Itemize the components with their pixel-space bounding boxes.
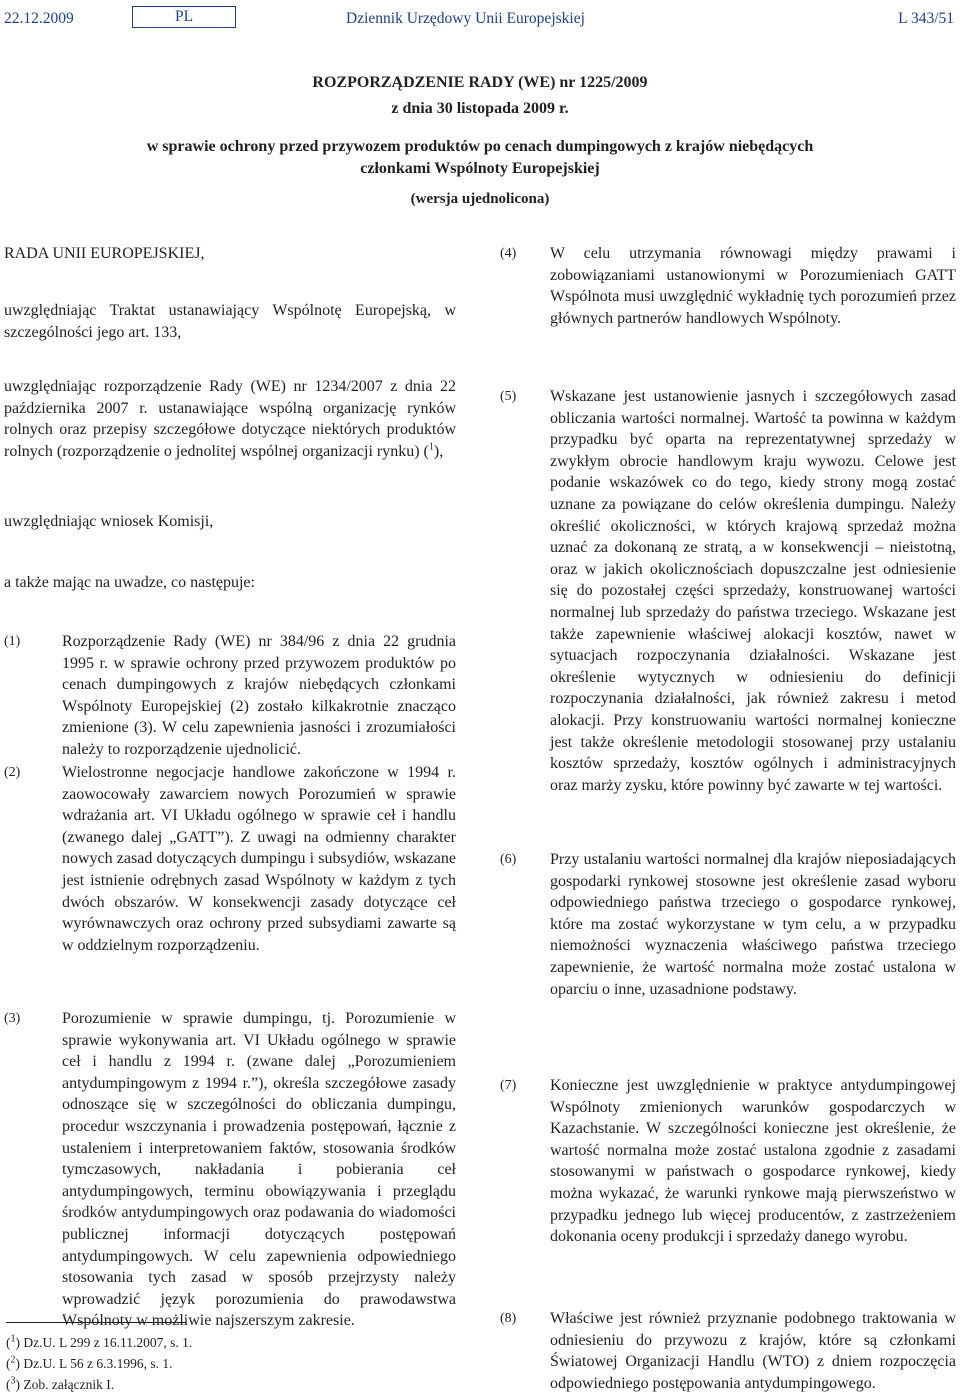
recital-7 <box>500 1075 956 1248</box>
footnote-separator <box>6 1322 186 1323</box>
language-badge: PL <box>132 6 236 28</box>
footnote-number: 3 <box>10 1375 16 1387</box>
recital-number: (1) <box>4 634 21 649</box>
journal-title: Dziennik Urzędowy Unii Europejskiej <box>346 10 585 27</box>
recital-number: (8) <box>500 1311 517 1326</box>
whereas-heading: a także mając na uwadze, co następuje: <box>4 574 255 591</box>
consolidated-version-note: (wersja ujednolicona) <box>410 191 550 207</box>
recital-3 <box>4 1008 456 1332</box>
citation-regulation-end: ), <box>433 442 444 460</box>
recital-8 <box>500 1308 956 1394</box>
regulation-date: z dnia 30 listopada 2009 r. <box>391 100 569 117</box>
footnote-number: 2 <box>10 1354 16 1366</box>
recital-5 <box>500 386 956 796</box>
recital-number: (5) <box>500 389 517 404</box>
regulation-subject-line2: członkami Wspólnoty Europejskiej <box>360 160 600 177</box>
citation-proposal: uwzględniając wniosek Komisji, <box>4 513 214 530</box>
recital-number: (6) <box>500 852 517 867</box>
recital-4 <box>500 243 956 329</box>
footnote-ref: 1 <box>428 441 434 453</box>
journal-reference: L 343/51 <box>898 10 954 27</box>
publication-date: 22.12.2009 <box>4 10 74 27</box>
footnote-text: Dz.U. L 299 z 16.11.2007, s. 1. <box>23 1335 193 1350</box>
recital-1 <box>4 631 456 761</box>
recital-2 <box>4 762 456 956</box>
citation-regulation-text: uwzględniając rozporządzenie Rady (WE) nr 1234/2007 z dnia 22 października 2007 r. ustanawiające wspólną organizację rynków rolnych oraz przepisy szczegółowe dotyczące niektórych produktów rolnych (rozporządzenie o jednolitej wspólnej organizacji rynku) ( <box>4 378 456 460</box>
recital-number: (2) <box>4 765 21 780</box>
recital-text: Konieczne jest uwzględnienie w praktyce antydumpingowej Wspólnoty zmienionych warunków gospodarczych w Kazachstanie. W szczególności konieczne jest określenie, że wartość normalna może zostać ustalona zgodnie z zasadami stosowanymi w państwach o gospodarce rynkowej, kiedy można wykazać, że warunki rynkowe mają pierwszeństwo w przypadku jednego lub więcej producentów, z zastrzeżeniem dokonania oceny produkcji i sprzedaży danego wyrobu. <box>550 1077 956 1246</box>
regulation-title: ROZPORZĄDZENIE RADY (WE) nr 1225/2009 <box>312 74 648 91</box>
footnote-number: 1 <box>10 1333 16 1345</box>
recital-text: Wskazane jest ustanowienie jasnych i szczegółowych zasad obliczania wartości normalnej. Wartość ta powinna w każdym przypadku być oparta na reprezentatywnej sprzedaży w zwykłym obrocie handlowym kraju wywozu. Celowe jest podanie wskazówek co do tego, kiedy strony mogą zostać uznane za powiązane do celów określenia dumpingu. Należy określić okoliczności, w których krajową sprzedaż można uznać za dokonaną ze stratą, a w konsekwencji – nieistotną, oraz w jakich okolicznościach dopuszczalne jest odniesienie się do pozostałej części sprzedaży, konstruowanej wartości normalnej lub sprzedaży do państwa trzeciego. Wskazane jest także zapewnienie właściwej alokacji kosztów, nawet w sytuacjach rozpoczynania działalności. Wskazane jest określenie wytycznych w odniesieniu do definicji rozpoczynania działalności, jak również zakresu i metod alokacji. Przy konstruowaniu wartości normalnej konieczne jest także określenie metodologii stosowanej przy ustalaniu kosztów sprzedaży, kosztów ogólnych i administracyjnych oraz marży zysku, które powinny być zawarte w tej wartości. <box>550 388 956 794</box>
recital-text: Właściwe jest również przyznanie podobnego traktowania w odniesieniu do przywozu z krajów, które są członkami Światowej Organizacji Handlu (WTO) z dniem rozpoczęcia odpowiedniego postępowania antydumpingowego. <box>550 1310 956 1392</box>
citation-regulation <box>4 376 456 462</box>
footnote-text: Dz.U. L 56 z 6.3.1996, s. 1. <box>23 1356 173 1371</box>
footnote-3: ($^3$) Zob. załącznik I. <box>6 1375 115 1392</box>
regulation-subject-line1: w sprawie ochrony przed przywozem produktów po cenach dumpingowych z krajów niebędących <box>146 138 814 155</box>
recital-text: W celu utrzymania równowagi między prawami i zobowiązaniami ustanowionymi w Porozumieniach GATT Wspólnota musi uwzględnić wykładnię tych porozumień przez głównych partnerów handlowych Wspólnoty. <box>550 245 956 327</box>
footnote-text: Zob. załącznik I. <box>23 1377 115 1392</box>
recital-text: Wielostronne negocjacje handlowe zakończone w 1994 r. zaowocowały zawarciem nowych Porozumień w sprawie wdrażania art. VI Układu ogólnego w sprawie ceł i handlu (zwanego dalej „GATT”). Z uwagi na odmienny charakter nowych zasad dotyczących dumpingu i subsydiów, wskazane jest istnienie odrębnych zasad Wspólnoty w każdym z tych dwóch obszarów. W konsekwencji zasady dotyczące ceł wyrównawczych oraz ochrony przed subsydiami zawarte są w oddzielnym rozporządzeniu. <box>62 764 456 954</box>
footnote-2: ($^2$) Dz.U. L 56 z 6.3.1996, s. 1. <box>6 1354 173 1371</box>
recital-text: Przy ustalaniu wartości normalnej dla krajów nieposiadających gospodarki rynkowej stosowne jest określenie zasad wyboru odpowiedniego państwa trzeciego o gospodarce rynkowej, które ma zostać wykorzystane w tym celu, a w przypadku niemożności wyznaczenia właściwego państwa trzeciego zapewnienie, że wartość normalna może zostać ustalona w oparciu o inne, uzasadnione podstawy. <box>550 851 956 998</box>
recital-number: (7) <box>500 1078 517 1093</box>
recital-text: Porozumienie w sprawie dumpingu, tj. Porozumienie w sprawie wykonywania art. VI Układu ogólnego w sprawie ceł i handlu z 1994 r. (zwane dalej „Porozumieniem antydumpingowym z 1994 r.”), określa szczegółowe zasady odnoszące się w szczególności do obliczania dumpingu, procedur wszczynania i prowadzenia postępowań, łącznie z ustaleniem i interpretowaniem faktów, stosowania środków tymczasowych, nakładania i pobierania ceł antydumpingowych, terminu obowiązywania i przeglądu środków antydumpingowych oraz podawania do wiadomości publicznej informacji dotyczących postępowań antydumpingowych. W celu zapewnienia odpowiedniego stosowania tych zasad w sposób przejrzysty należy wprowadzić język porozumienia do prawodawstwa Wspólnoty w możliwie najszerszym zakresie. <box>62 1010 456 1330</box>
citation-treaty: uwzględniając Traktat ustanawiający Wspólnotę Europejską, w szczególności jego art. 133, <box>4 302 456 341</box>
recital-number: (3) <box>4 1011 21 1026</box>
recital-text: Rozporządzenie Rady (WE) nr 384/96 z dnia 22 grudnia 1995 r. w sprawie ochrony przed przywozem produktów po cenach dumpingowych z krajów niebędących członkami Wspólnoty Europejskiej (2) zostało kilkakrotnie znacząco zmienione (3). W celu zapewnienia jasności i zrozumiałości należy to rozporządzenie ujednolicić. <box>62 633 456 758</box>
recital-6 <box>500 849 956 1000</box>
council-heading: RADA UNII EUROPEJSKIEJ, <box>4 245 205 262</box>
recital-number: (4) <box>500 246 517 261</box>
footnote-1: ($^1$) Dz.U. L 299 z 16.11.2007, s. 1. <box>6 1333 193 1350</box>
page-header <box>0 6 960 34</box>
